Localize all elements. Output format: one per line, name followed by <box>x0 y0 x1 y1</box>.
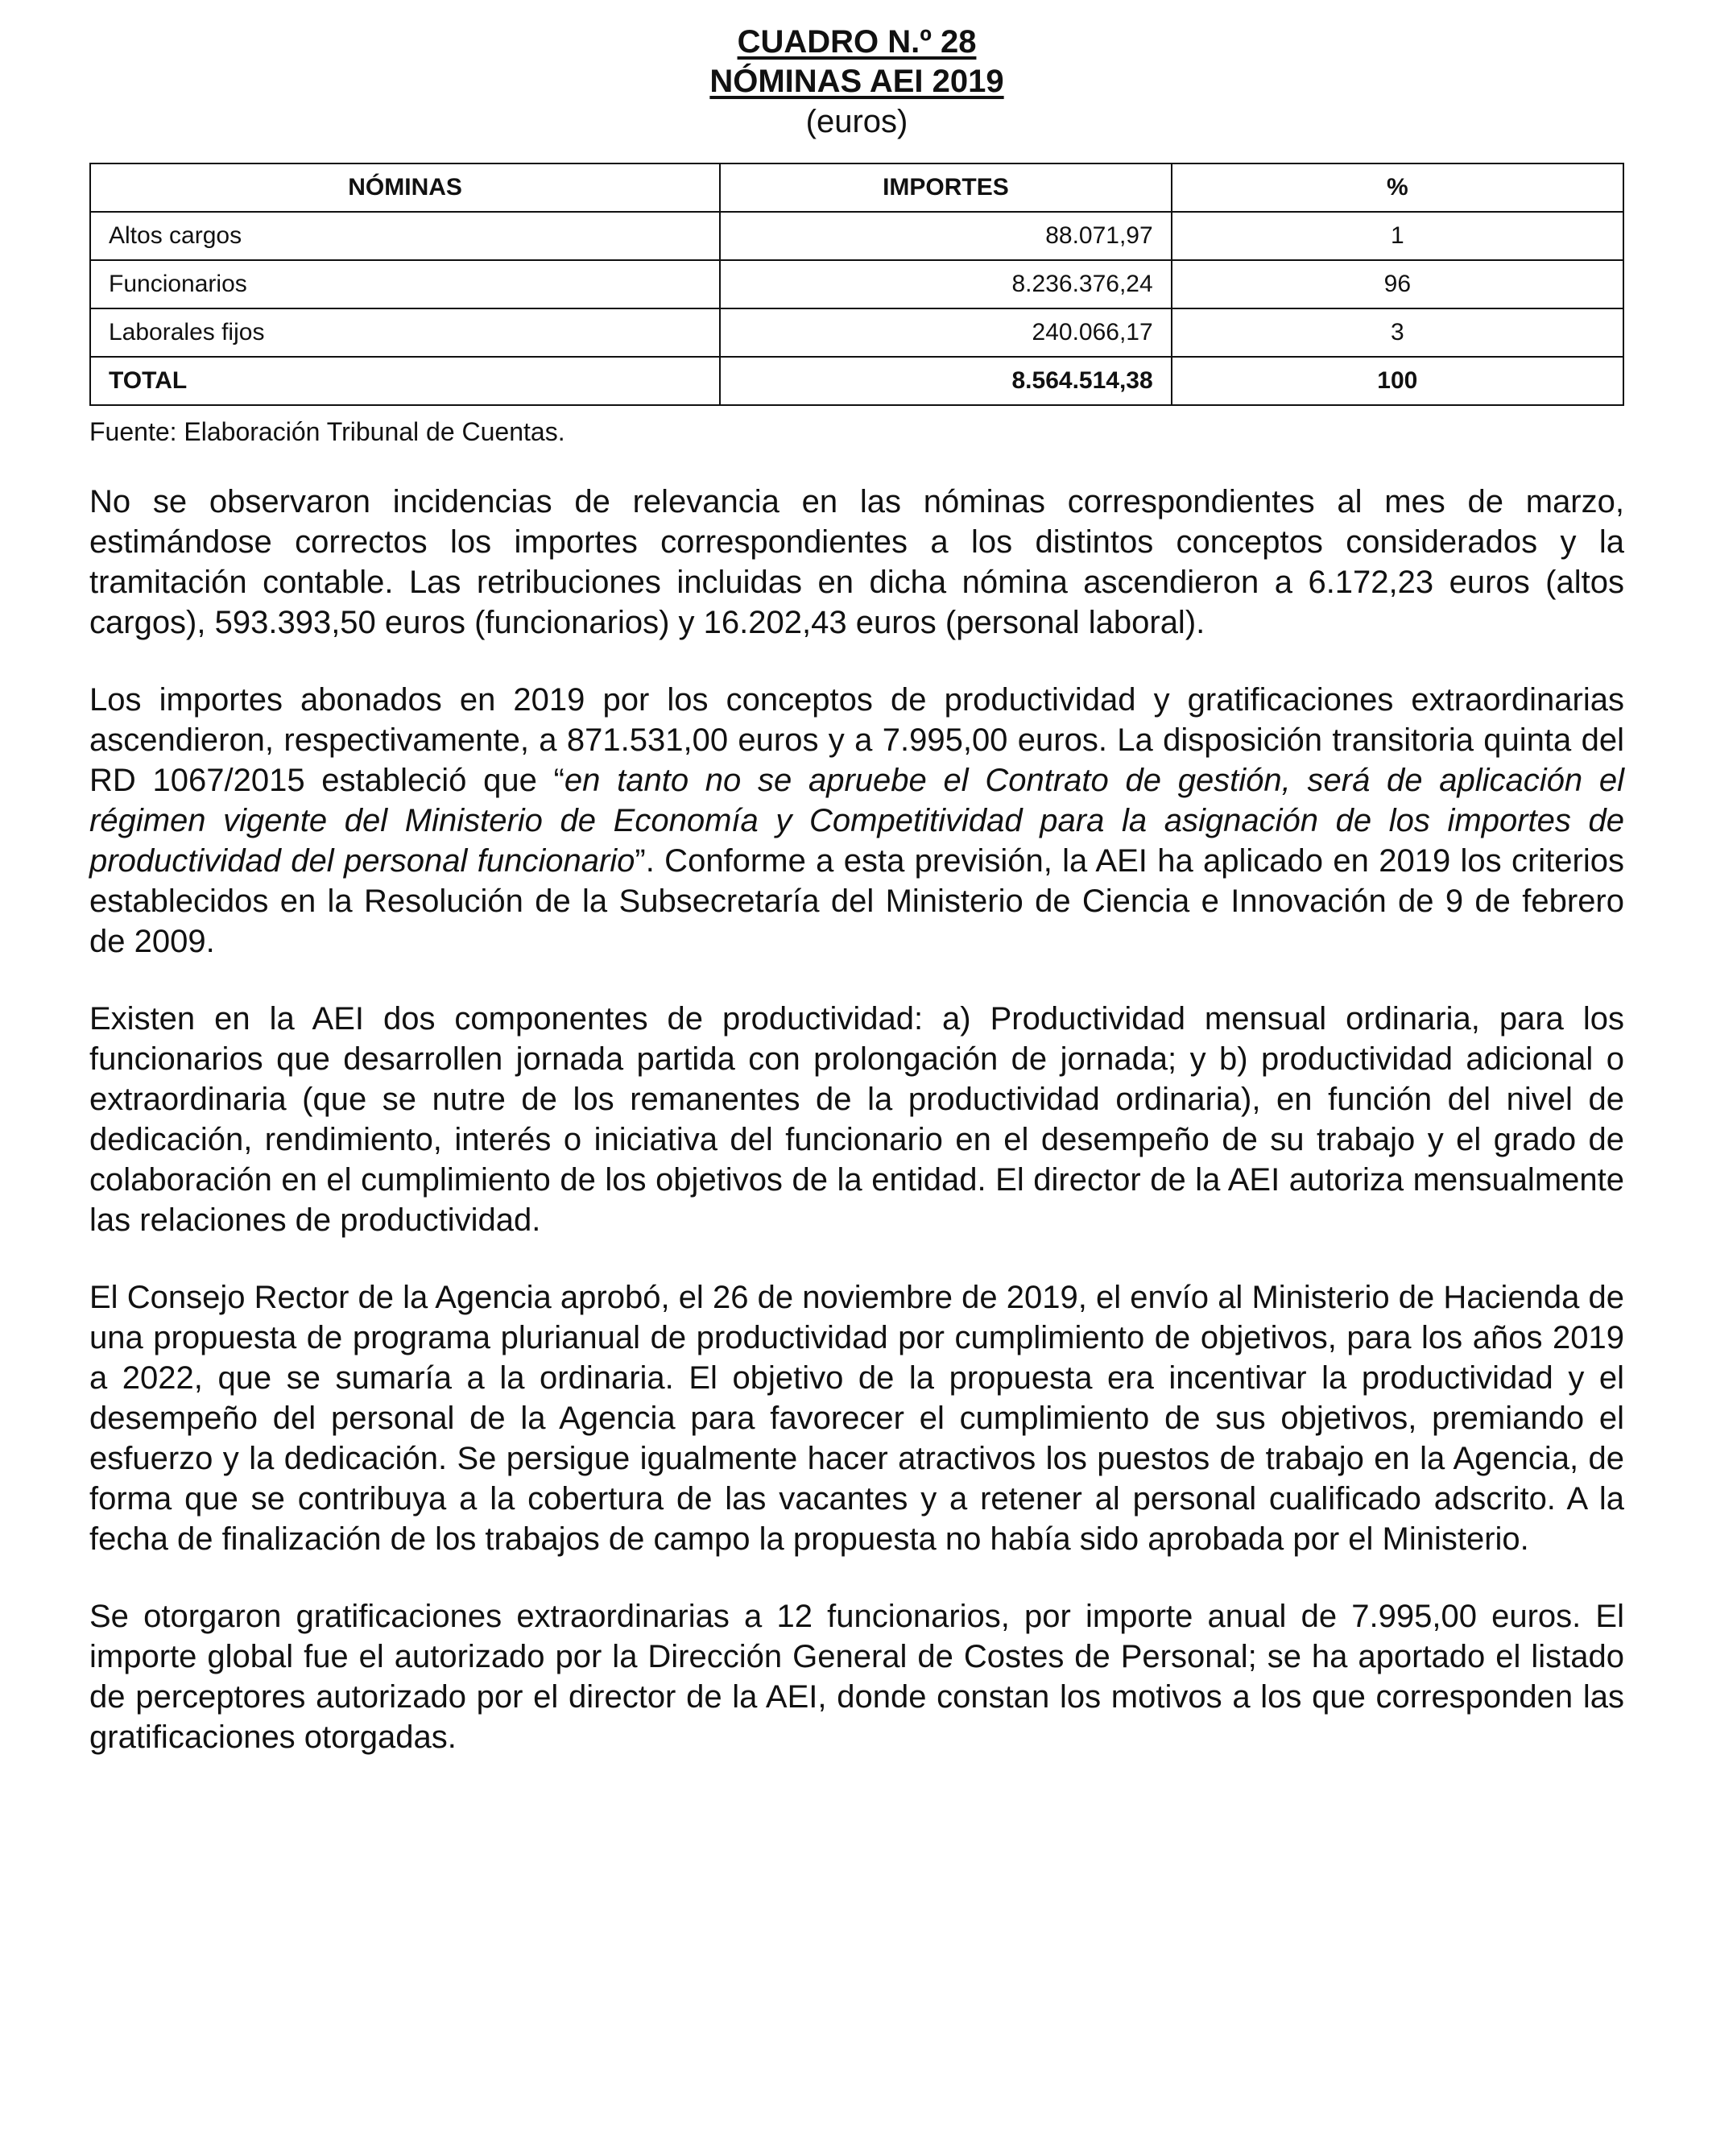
table-title: NÓMINAS AEI 2019 <box>709 64 1004 99</box>
row-percent: 1 <box>1172 212 1623 260</box>
paragraph-3: Existen en la AEI dos componentes de productividad: a) Productividad mensual ordinaria, para los funcionarios que desarrollen jornada partida con prolongación de jornada; y b) productividad adicional o extraordinaria (que se nutre de los remanentes de la productividad ordinaria), en función del nivel de dedicación, rendimiento, interés o iniciativa del funcionario en el desempeño de su trabajo y el grado de colaboración en el cumplimiento de los objetivos de la entidad. El director de la AEI autoriza mensualmente las relaciones de productividad. <box>89 1001 1624 1238</box>
row-percent: 96 <box>1172 260 1623 308</box>
row-label: Laborales fijos <box>90 308 720 357</box>
table-number-title: CUADRO N.º 28 <box>737 24 977 60</box>
row-label: Funcionarios <box>90 260 720 308</box>
document-page <box>89 0 1624 1757</box>
payroll-table <box>89 163 1624 406</box>
total-percent: 100 <box>1172 357 1623 405</box>
table-title-block <box>89 23 1624 142</box>
row-amount: 8.236.376,24 <box>720 260 1172 308</box>
row-label: Altos cargos <box>90 212 720 260</box>
paragraph-4: El Consejo Rector de la Agencia aprobó, el 26 de noviembre de 2019, el envío al Ministerio de Hacienda de una propuesta de programa plurianual de productividad por cumplimiento de objetivos, para los años 2019 a 2022, que se sumaría a la ordinaria. El objetivo de la propuesta era incentivar la productividad y el desempeño del personal de la Agencia para favorecer el cumplimiento de sus objetivos, premiando el esfuerzo y la dedicación. Se persigue igualmente hacer atractivos los puestos de trabajo en la Agencia, de forma que se contribuya a la cobertura de las vacantes y a retener al personal cualificado adscrito. A la fecha de finalización de los trabajos de campo la propuesta no había sido aprobada por el Ministerio. <box>89 1280 1624 1557</box>
table-row <box>90 212 1623 260</box>
total-amount: 8.564.514,38 <box>720 357 1172 405</box>
paragraph-2 <box>89 680 1624 962</box>
table-row <box>90 260 1623 308</box>
paragraph-5: Se otorgaron gratificaciones extraordinarias a 12 funcionarios, por importe anual de 7.995,00 euros. El importe global fue el autorizado por la Dirección General de Costes de Personal; se ha aportado el listado de perceptores autorizado por el director de la AEI, donde constan los motivos a los que corresponden las gratificaciones otorgadas. <box>89 1599 1624 1755</box>
table-units: (euros) <box>805 104 908 139</box>
paragraph-2-quote: en tanto no se apruebe el Contrato de gestión, será de aplicación el régimen vigente del Ministerio de Economía y Competitividad para la asignación de los importes de productividad del personal funcionario <box>89 763 1624 879</box>
total-label: TOTAL <box>90 357 720 405</box>
table-source-note: Fuente: Elaboración Tribunal de Cuentas. <box>89 417 565 446</box>
paragraph-2-text-b: ”. Conforme a esta previsión, la AEI ha aplicado en 2019 los criterios establecidos en la Resolución de la Subsecretaría del Ministerio de Ciencia e Innovación de 9 de febrero de 2009. <box>89 843 1624 959</box>
table-total-row <box>90 357 1623 405</box>
row-amount: 88.071,97 <box>720 212 1172 260</box>
table-row <box>90 308 1623 357</box>
row-amount: 240.066,17 <box>720 308 1172 357</box>
header-importes: IMPORTES <box>720 163 1172 212</box>
paragraph-1: No se observaron incidencias de relevancia en las nóminas correspondientes al mes de marzo, estimándose correctos los importes correspondientes a los distintos conceptos considerados y la tramitación contable. Las retribuciones incluidas en dicha nómina ascendieron a 6.172,23 euros (altos cargos), 593.393,50 euros (funcionarios) y 16.202,43 euros (personal laboral). <box>89 484 1624 640</box>
row-percent: 3 <box>1172 308 1623 357</box>
table-header-row <box>90 163 1623 212</box>
paragraph-2-text-a: Los importes abonados en 2019 por los conceptos de productividad y gratificaciones extraordinarias ascendieron, respectivamente, a 871.531,00 euros y a 7.995,00 euros. La disposición transitoria quinta del RD 1067/2015 estableció que “ <box>89 682 1624 798</box>
header-percent: % <box>1172 163 1623 212</box>
header-nominas: NÓMINAS <box>90 163 720 212</box>
